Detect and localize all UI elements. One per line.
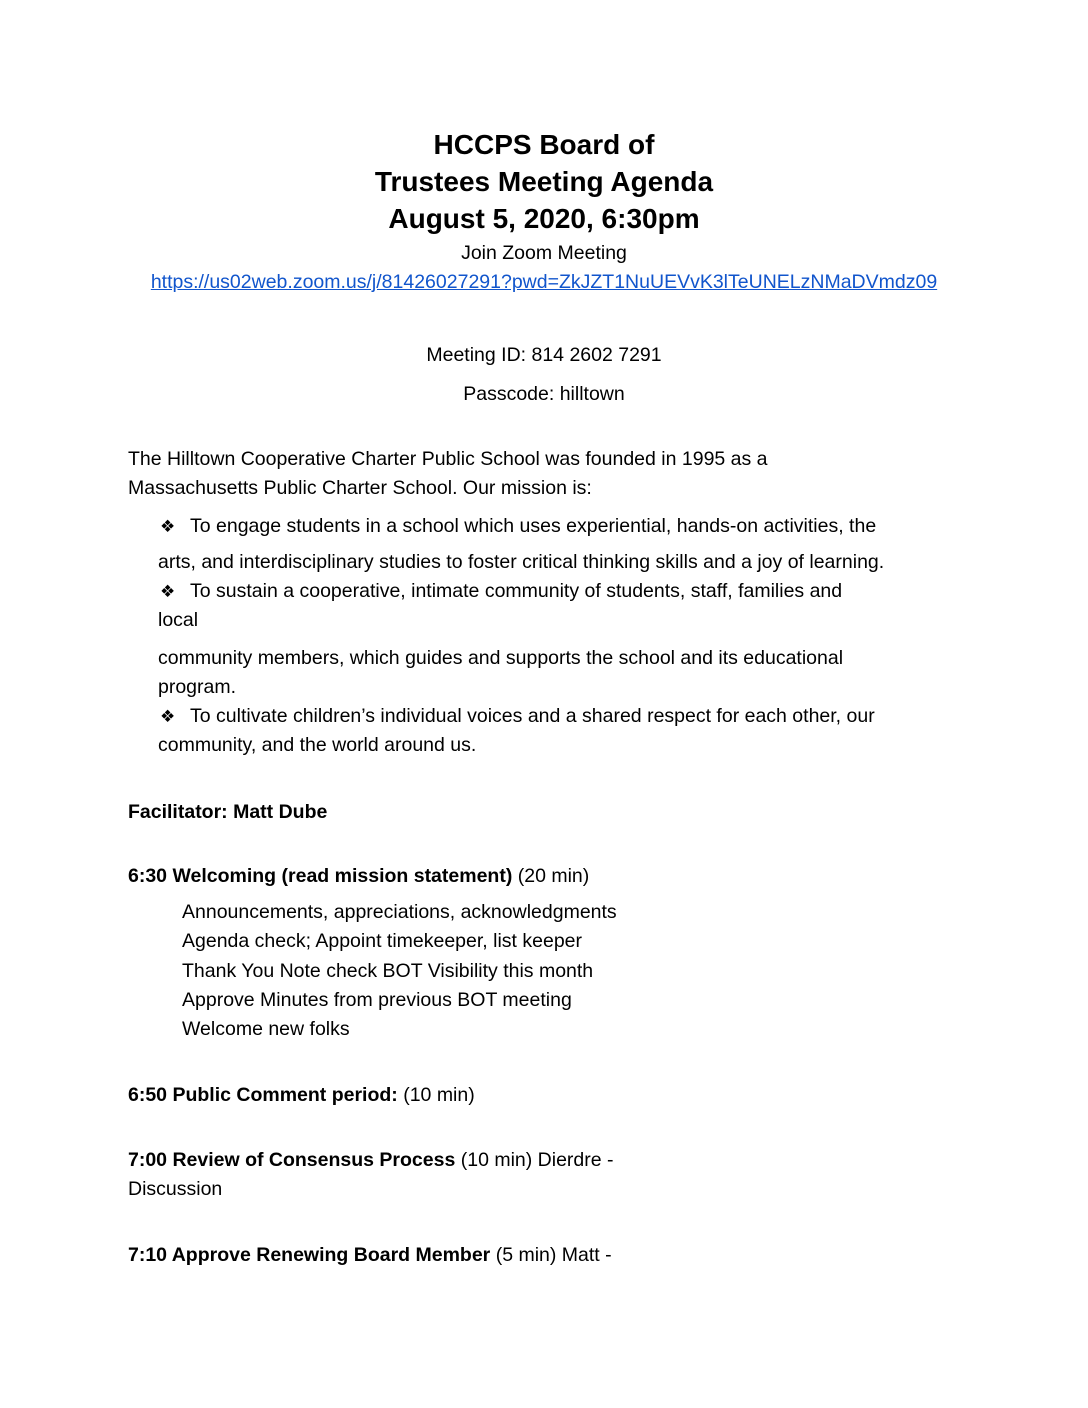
agenda-700-duration: (10 min) Dierdre - <box>455 1149 614 1172</box>
intro-line-2: Massachusetts Public Charter School. Our mission is: <box>128 477 592 499</box>
agenda-subitem: Welcome new folks <box>182 1018 350 1041</box>
agenda-650-duration: (10 min) <box>397 1084 475 1107</box>
diamond-bullet-icon: ❖ <box>160 517 176 536</box>
mission-line-6: program. <box>158 676 237 698</box>
document-title <box>128 126 960 237</box>
agenda-item-650 <box>128 1081 960 1110</box>
mission-bullet-3 <box>160 702 960 731</box>
agenda-700-heading: 7:00 Review of Consensus Process <box>128 1149 456 1172</box>
title-line-3: August 5, 2020, 6:30pm <box>388 203 700 234</box>
agenda-subitem: Announcements, appreciations, acknowledgments <box>182 901 617 923</box>
title-line-2: Trustees Meeting Agenda <box>374 166 714 197</box>
join-zoom-label: Join Zoom Meeting <box>461 242 627 264</box>
agenda-subitem: Thank You Note check BOT Visibility this month <box>182 959 594 982</box>
title-line-1: HCCPS Board of <box>433 129 655 160</box>
agenda-subitem: Approve Minutes from previous BOT meeting <box>182 988 572 1011</box>
diamond-bullet-icon: ❖ <box>160 707 176 726</box>
agenda-710-heading: 7:10 Approve Renewing Board Member <box>128 1244 491 1267</box>
agenda-710-duration: (5 min) Matt - <box>490 1244 612 1267</box>
agenda-650-heading: 6:50 Public Comment period: <box>128 1084 398 1107</box>
zoom-link-line <box>128 268 960 297</box>
meeting-id: Meeting ID: 814 2602 7291 <box>426 344 662 366</box>
agenda-subitem: Agenda check; Appoint timekeeper, list keeper <box>182 930 582 953</box>
mission-line-5: community members, which guides and supports the school and its educational <box>158 647 844 669</box>
facilitator-line: Facilitator: Matt Dube <box>128 801 328 823</box>
mission-list <box>128 512 960 760</box>
diamond-bullet-icon: ❖ <box>160 582 176 601</box>
intro-line-1: The Hilltown Cooperative Charter Public School was founded in 1995 as a <box>128 448 768 470</box>
agenda-item-700 <box>128 1146 960 1204</box>
agenda-630-subitems <box>128 898 960 1044</box>
mission-bullet-1-text: To engage students in a school which uses experiential, hands-on activities, the <box>190 515 877 537</box>
mission-line-2: arts, and interdisciplinary studies to foster critical thinking skills and a joy of learning. <box>158 551 885 573</box>
mission-bullet-2 <box>160 577 960 606</box>
agenda-item-710 <box>128 1241 960 1270</box>
agenda-700-continuation: Discussion <box>128 1178 223 1201</box>
agenda-630-heading: 6:30 Welcoming (read mission statement) <box>128 865 513 887</box>
mission-bullet-3-text: To cultivate children’s individual voices and a shared respect for each other, our <box>190 705 875 727</box>
passcode: Passcode: hilltown <box>463 383 625 405</box>
mission-line-4: local <box>158 609 199 631</box>
zoom-meeting-link[interactable]: https://us02web.zoom.us/j/81426027291?pwd=ZkJZT1NuUEVvK3lTeUNELzNMaDVmdz09 <box>150 271 938 293</box>
agenda-item-630 <box>128 862 960 891</box>
mission-bullet-2-text: To sustain a cooperative, intimate community of students, staff, families and <box>190 580 843 602</box>
mission-bullet-1 <box>160 512 960 541</box>
agenda-630-duration: (20 min) <box>512 865 590 887</box>
intro-paragraph <box>128 445 960 503</box>
mission-line-8: community, and the world around us. <box>158 734 477 756</box>
